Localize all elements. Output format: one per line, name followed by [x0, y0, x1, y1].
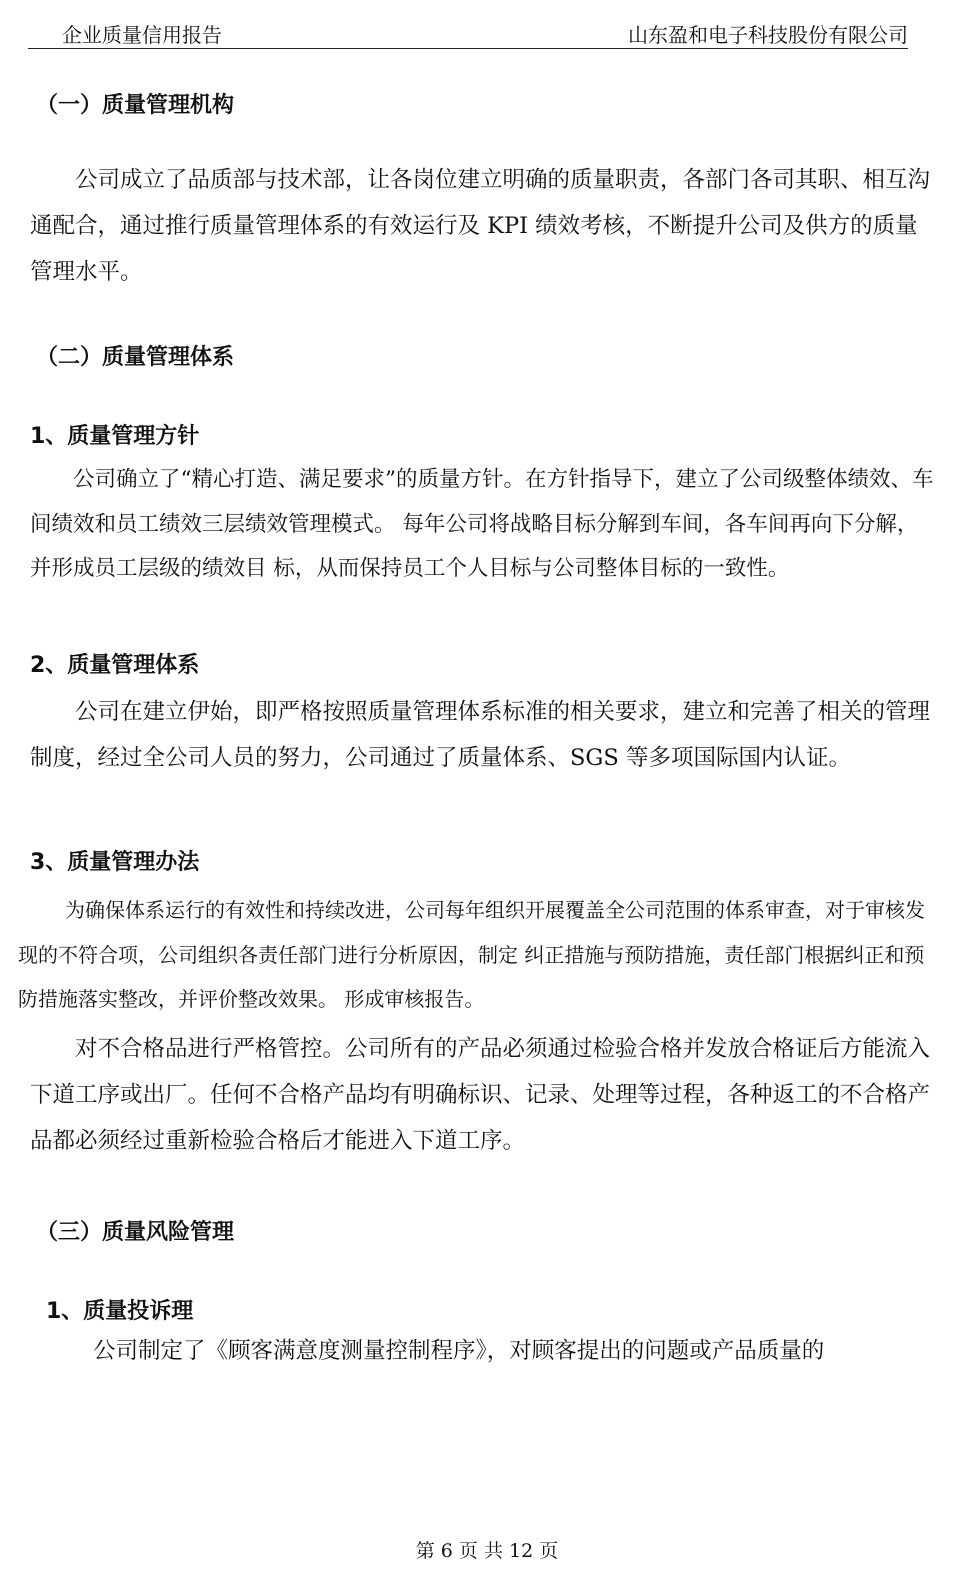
subsection-2-2-title: 2、质量管理体系	[30, 653, 200, 678]
page-number: 第 6 页 共 12 页	[415, 1540, 559, 1562]
subsection-2-1-paragraph: 公司确立了“精心打造、满足要求”的质量方针。在方针指导下，建立了公司级整体绩效、车间绩效和员工绩效三层绩效管理模式。 每年公司将战略目标分解到车间，各车间再向下分解，并形成员工层级的绩效目 标，从而保持员工个人目标与公司整体目标的一致性。	[30, 467, 934, 581]
section-2-title: （二）质量管理体系	[36, 345, 235, 370]
section-1-paragraph: 公司成立了品质部与技术部，让各岗位建立明确的质量职责，各部门各司其职、相互沟通配合，通过推行质量管理体系的有效运行及 KPI 绩效考核，不断提升公司及供方的质量管理水平。	[30, 167, 931, 285]
header-divider	[28, 48, 908, 49]
subsection-2-3-paragraph-2: 对不合格品进行严格管控。公司所有的产品必须通过检验合格并发放合格证后方能流入下道工序或出厂。任何不合格产品均有明确标识、记录、处理等过程，各种返工的不合格产品都必须经过重新检验合格后才能进入下道工序。	[30, 1036, 931, 1154]
subsection-2-3-paragraph-1: 为确保体系运行的有效性和持续改进，公司每年组织开展覆盖全公司范围的体系审查，对于审核发现的不符合项，公司组织各责任部门进行分析原因，制定 纠正措施与预防措施，责任部门根据纠正和预防措施落实整改，并评价整改效果。 形成审核报告。	[18, 898, 925, 1011]
subsection-2-1-title: 1、质量管理方针	[30, 424, 200, 449]
subsection-2-3-title: 3、质量管理办法	[30, 850, 200, 875]
section-3-title: （三）质量风险管理	[36, 1220, 235, 1245]
section-1-title: （一）质量管理机构	[36, 93, 235, 118]
header-report-title: 企业质量信用报告	[62, 23, 222, 47]
subsection-2-2-paragraph: 公司在建立伊始，即严格按照质量管理体系标准的相关要求，建立和完善了相关的管理制度，经过全公司人员的努力，公司通过了质量体系、SGS 等多项国际国内认证。	[30, 699, 931, 771]
header-company-name: 山东盈和电子科技股份有限公司	[628, 23, 908, 47]
subsection-3-1-title: 1、质量投诉理	[46, 1299, 194, 1324]
subsection-3-1-paragraph: 公司制定了《顾客满意度测量控制程序》，对顾客提出的问题或产品质量的	[93, 1338, 825, 1364]
